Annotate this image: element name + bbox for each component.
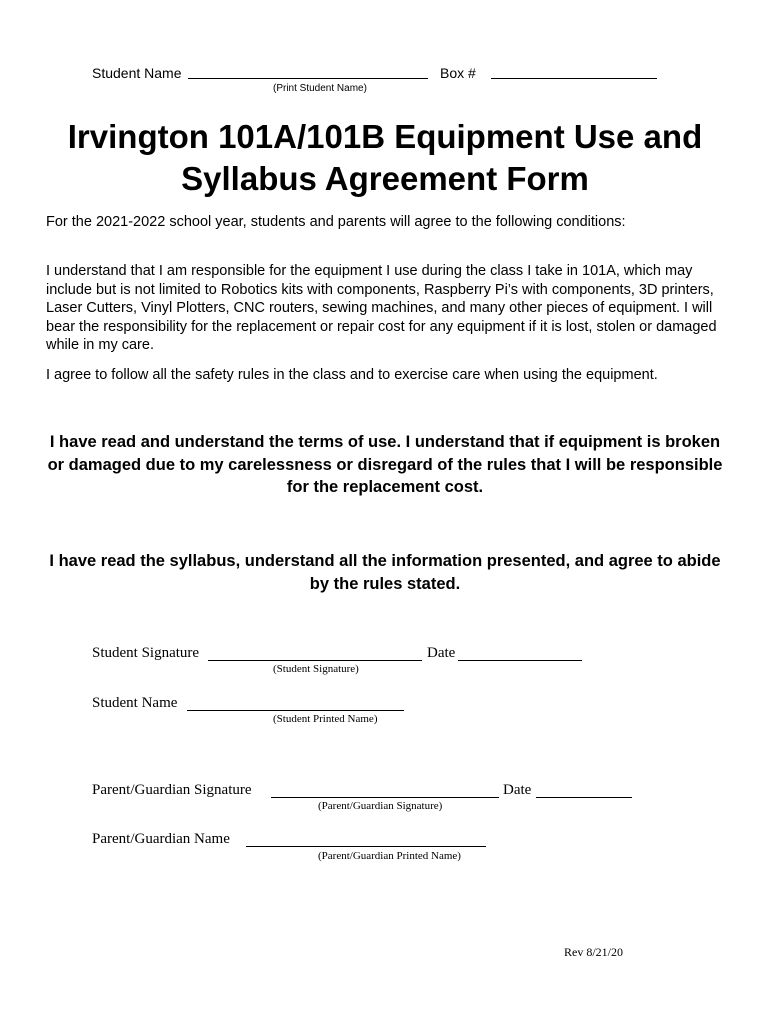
safety-paragraph: I agree to follow all the safety rules in the class and to exercise care when using the equipment. <box>46 367 658 383</box>
parent-signature-field[interactable] <box>271 797 499 798</box>
student-printed-name-label: Student Name <box>92 695 178 711</box>
responsibility-paragraph: I understand that I am responsible for the equipment I use during the class I take in 101A, which may include but is not limited to Robotics kits with components, Raspberry Pi’s with components, 3D printers, Laser Cutters, Vinyl Plotters, CNC routers, sewing machines, and many other pieces of equipment. I will bear the responsibility for the replacement or repair cost for any equipment if it is lost, stolen or damaged while in my care. <box>46 263 717 353</box>
student-signature-label: Student Signature <box>92 645 200 661</box>
student-printed-name-field[interactable] <box>187 710 404 711</box>
student-signature-field[interactable] <box>208 660 422 661</box>
parent-signature-label: Parent/Guardian Signature <box>92 782 252 798</box>
student-date-label: Date <box>427 645 456 661</box>
box-number-field[interactable] <box>491 78 657 79</box>
terms-acknowledgement: I have read and understand the terms of use. I understand that if equipment is broken or damaged due to my carelessness or disregard of the rules that I will be responsible for the replacement cost. <box>47 433 723 496</box>
student-signature-hint: (Student Signature) <box>273 663 359 675</box>
parent-signature-hint: (Parent/Guardian Signature) <box>318 800 443 812</box>
box-number-label: Box # <box>440 65 476 81</box>
student-name-field[interactable] <box>188 78 428 79</box>
parent-printed-name-field[interactable] <box>246 846 486 847</box>
intro-text: For the 2021-2022 school year, students and parents will agree to the following conditions: <box>46 214 626 230</box>
print-student-name-hint: (Print Student Name) <box>273 83 367 94</box>
parent-printed-name-label: Parent/Guardian Name <box>92 831 230 847</box>
page-title: Irvington 101A/101B Equipment Use and Syllabus Agreement Form <box>67 118 703 197</box>
student-printed-name-hint: (Student Printed Name) <box>273 713 378 725</box>
student-date-field[interactable] <box>458 660 582 661</box>
student-name-label: Student Name <box>92 65 182 81</box>
parent-date-field[interactable] <box>536 797 632 798</box>
syllabus-acknowledgement: I have read the syllabus, understand all the information presented, and agree to abide by the rules stated. <box>49 552 721 593</box>
parent-printed-name-hint: (Parent/Guardian Printed Name) <box>318 850 461 862</box>
revision-date: Rev 8/21/20 <box>564 945 623 959</box>
parent-date-label: Date <box>503 782 532 798</box>
